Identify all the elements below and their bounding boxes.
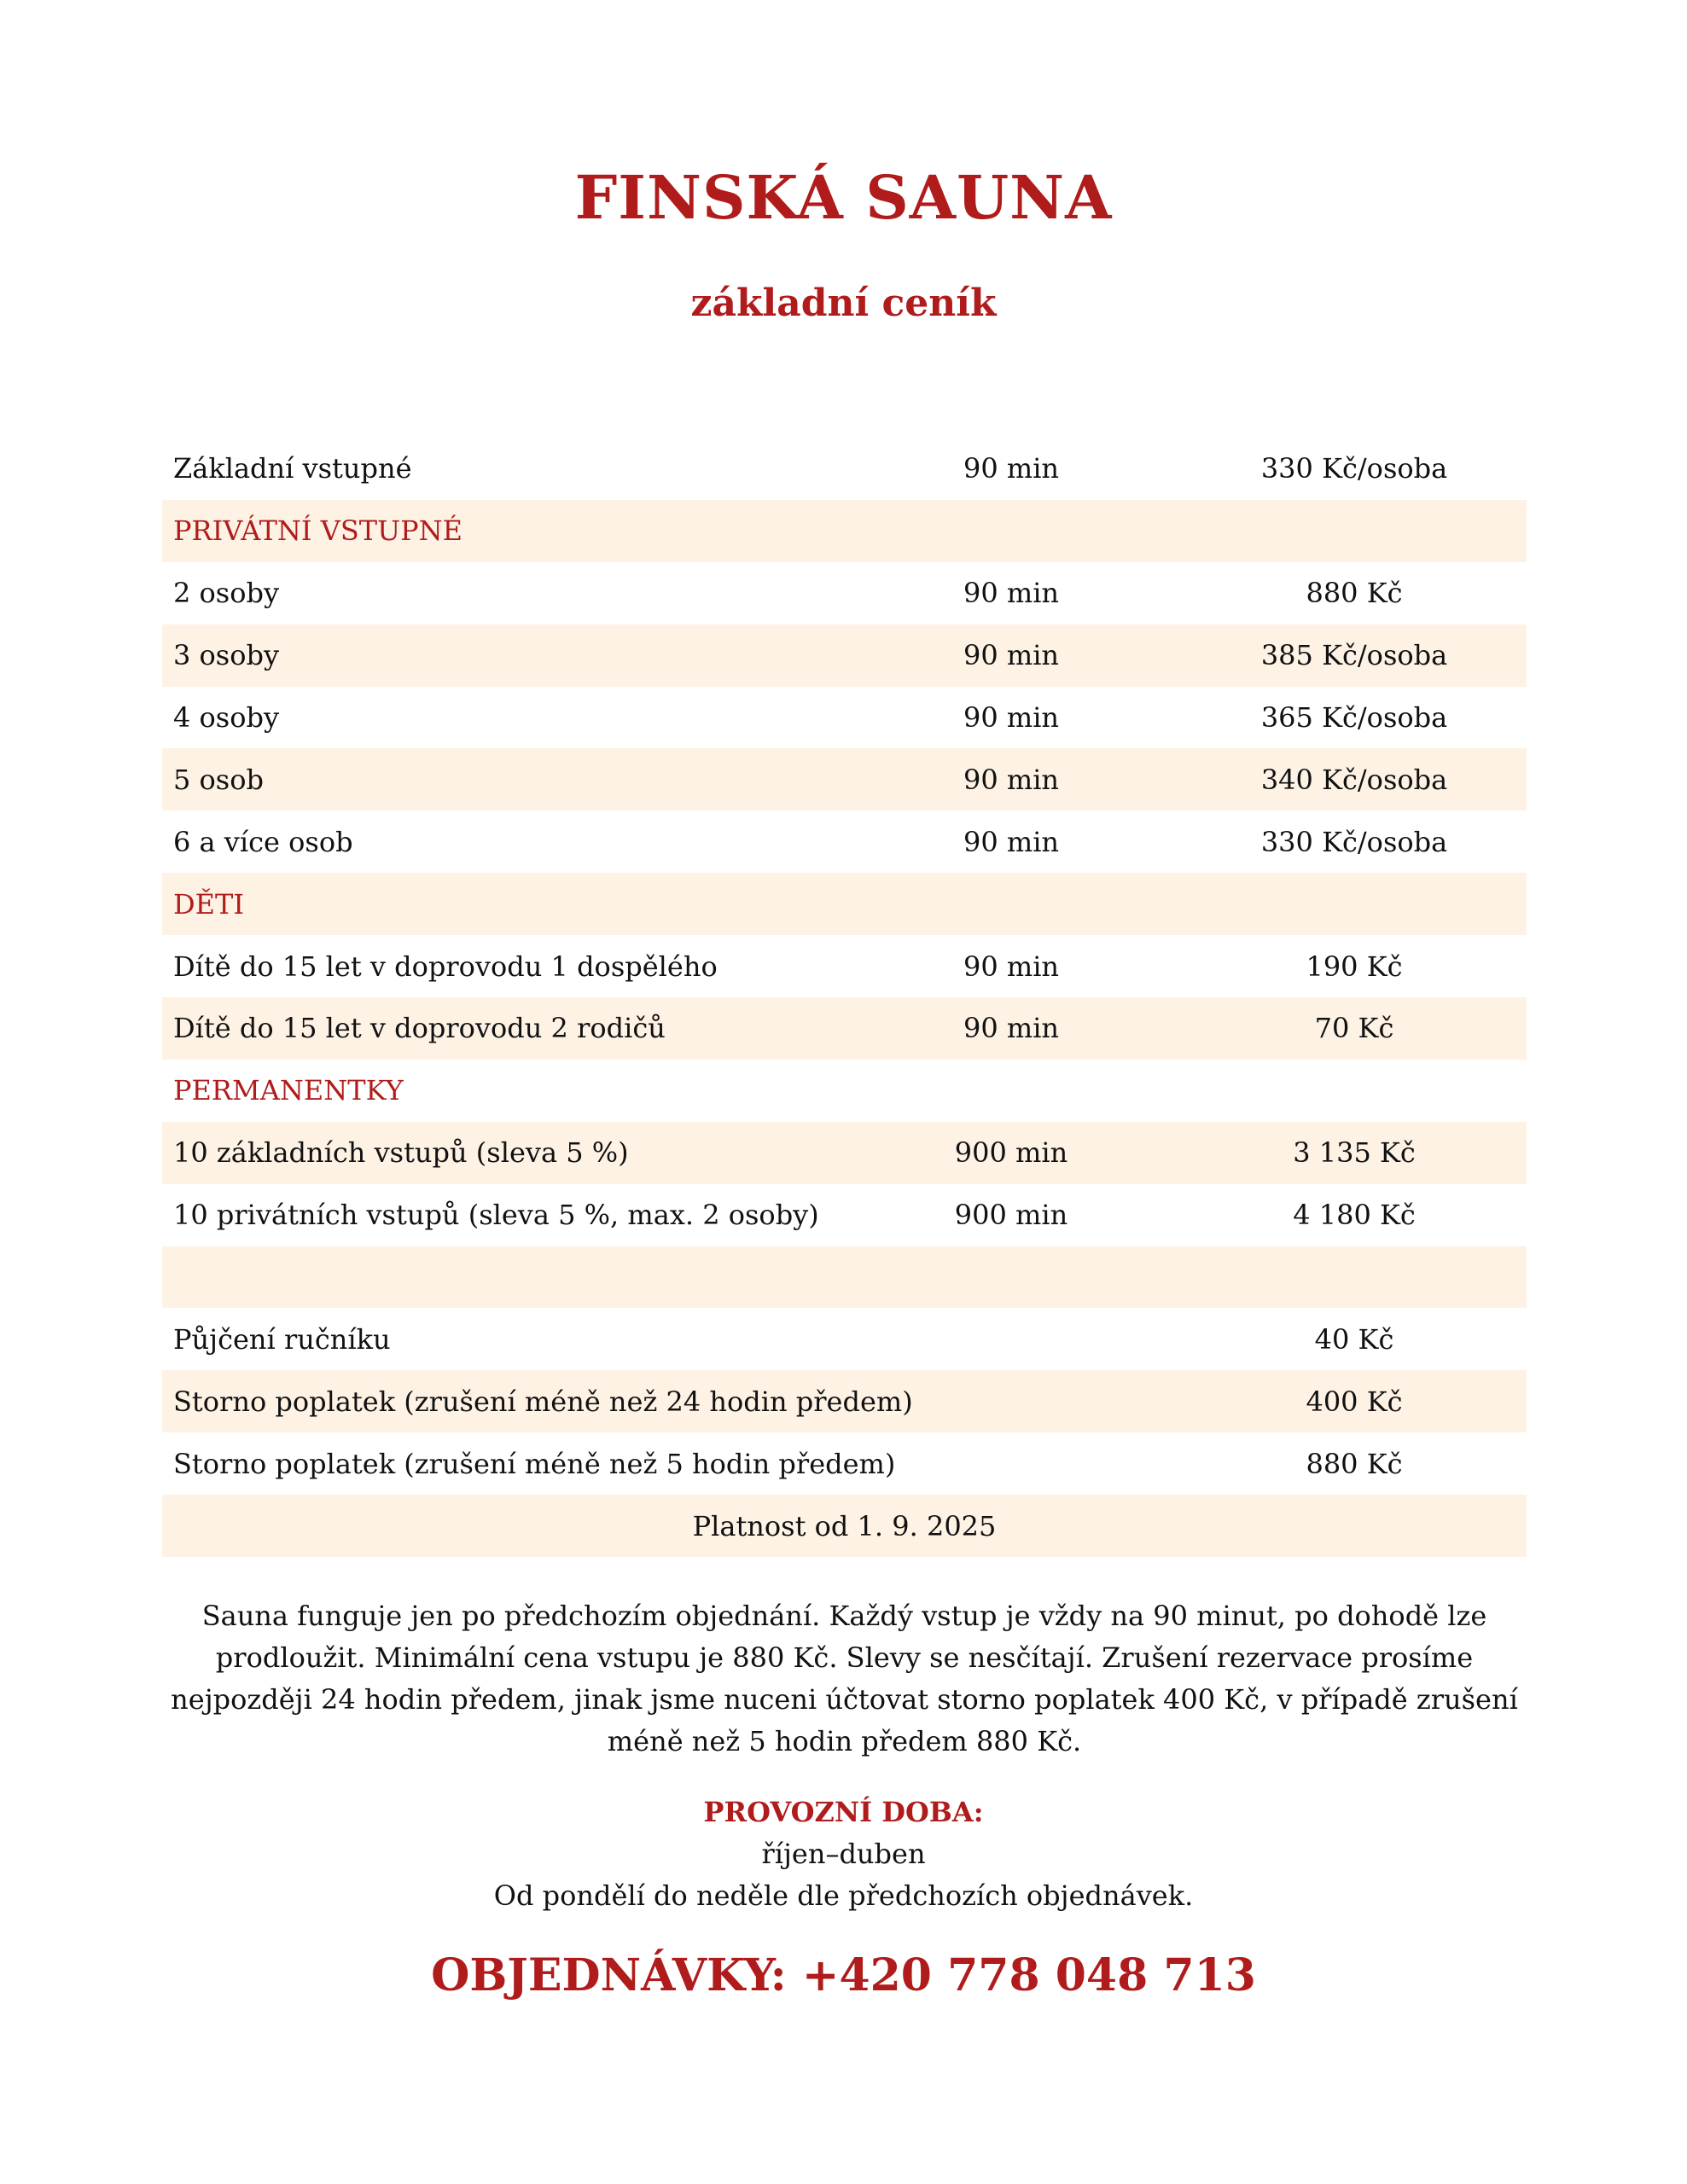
row-label: Platnost od 1. 9. 2025 — [692, 1509, 997, 1542]
row-label: Základní vstupné — [173, 452, 412, 485]
row-duration: 90 min — [963, 452, 1060, 485]
page-title: FINSKÁ SAUNA — [574, 162, 1113, 233]
section-header — [162, 873, 1527, 935]
table-row — [162, 748, 1527, 810]
row-duration: 90 min — [963, 950, 1060, 983]
row-price: 190 Kč — [1306, 950, 1403, 983]
page-subtitle: základní ceník — [690, 282, 997, 325]
row-price: 385 Kč/osoba — [1260, 639, 1448, 672]
table-row — [162, 438, 1527, 500]
row-duration: 90 min — [963, 825, 1060, 858]
row-price: 880 Kč — [1306, 1447, 1403, 1480]
price-table — [162, 438, 1527, 1557]
row-price: 340 Kč/osoba — [1260, 763, 1448, 796]
table-row — [162, 997, 1527, 1060]
row-price: 4 180 Kč — [1293, 1199, 1416, 1232]
info-note: Sauna funguje jen po předchozím objednání. Každý vstup je vždy na 90 minut, po dohodě lze prodloužit. Minimální cena vstupu je 880 Kč. Slevy se nesčítají. Zrušení rezervace prosíme nejpozději 24 hodin předem, jinak jsme nuceni účtovat storno poplatek 400 Kč, v případě zrušení méně než 5 hodin předem 880 Kč. — [171, 1600, 1518, 1757]
opening-hours-months: říjen–duben — [761, 1838, 926, 1870]
row-label: 4 osoby — [173, 701, 280, 734]
row-duration: 90 min — [963, 701, 1060, 734]
table-row — [162, 935, 1527, 997]
row-price: 365 Kč/osoba — [1260, 701, 1448, 734]
table-row — [162, 687, 1527, 749]
table-row — [162, 1432, 1527, 1495]
row-price: 330 Kč/osoba — [1260, 825, 1448, 858]
row-label: Storno poplatek (zrušení méně než 5 hodin předem) — [173, 1447, 896, 1480]
row-price: 3 135 Kč — [1293, 1136, 1416, 1170]
row-label: 10 základních vstupů (sleva 5 %) — [173, 1136, 629, 1170]
row-label: 6 a více osob — [173, 825, 353, 858]
opening-hours-days: Od pondělí do neděle dle předchozích objednávek. — [493, 1879, 1194, 1912]
validity-row — [162, 1495, 1527, 1557]
row-price: 40 Kč — [1314, 1322, 1394, 1356]
table-row — [162, 1370, 1527, 1432]
table-row — [162, 810, 1527, 873]
table-row — [162, 624, 1527, 687]
section-label: PRIVÁTNÍ VSTUPNÉ — [173, 514, 462, 548]
row-label: 10 privátních vstupů (sleva 5 %, max. 2 osoby) — [173, 1199, 819, 1232]
table-row — [162, 1308, 1527, 1370]
row-price: 400 Kč — [1306, 1385, 1403, 1418]
row-duration: 90 min — [963, 639, 1060, 672]
section-label: DĚTI — [173, 887, 244, 921]
table-row — [162, 562, 1527, 624]
row-label: 5 osob — [173, 763, 264, 796]
row-label: Dítě do 15 let v doprovodu 1 dospělého — [173, 950, 718, 983]
row-duration: 900 min — [954, 1136, 1068, 1170]
row-price: 70 Kč — [1314, 1012, 1394, 1045]
table-row — [162, 1122, 1527, 1184]
row-label: 3 osoby — [173, 639, 280, 672]
table-row — [162, 1184, 1527, 1246]
row-label: 2 osoby — [173, 577, 280, 610]
row-price: 330 Kč/osoba — [1260, 452, 1448, 485]
section-header — [162, 500, 1527, 562]
row-label: Půjčení ručníku — [173, 1322, 391, 1356]
row-label: Storno poplatek (zrušení méně než 24 hodin předem) — [173, 1385, 913, 1418]
row-price: 880 Kč — [1306, 577, 1403, 610]
row-duration: 900 min — [954, 1199, 1068, 1232]
section-label: PERMANENTKY — [173, 1074, 404, 1107]
section-header — [162, 1060, 1527, 1122]
row-duration: 90 min — [963, 577, 1060, 610]
row-duration: 90 min — [963, 1012, 1060, 1045]
row-label: Dítě do 15 let v doprovodu 2 rodičů — [173, 1012, 666, 1045]
orders-phone: OBJEDNÁVKY: +420 778 048 713 — [431, 1949, 1256, 2001]
row-duration: 90 min — [963, 763, 1060, 796]
opening-hours-title: PROVOZNÍ DOBA: — [703, 1796, 984, 1828]
table-row — [162, 1246, 1527, 1309]
